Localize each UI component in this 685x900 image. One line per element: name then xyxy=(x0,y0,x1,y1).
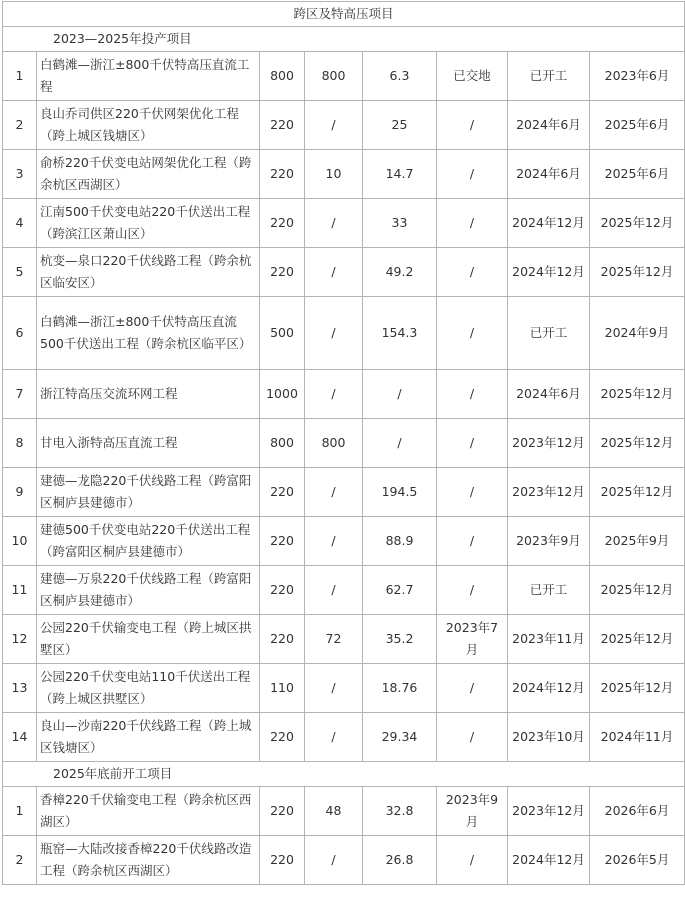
land-status: / xyxy=(437,370,508,419)
voltage-level: 220 xyxy=(260,468,305,517)
transformer-capacity: / xyxy=(305,199,363,248)
section-heading-row xyxy=(3,27,685,52)
line-length: 62.7 xyxy=(363,566,437,615)
transformer-capacity: 10 xyxy=(305,150,363,199)
transformer-capacity: 800 xyxy=(305,419,363,468)
project-name: 良山—沙南220千伏线路工程（跨上城区钱塘区） xyxy=(37,713,260,762)
project-name: 建德500千伏变电站220千伏送出工程（跨富阳区桐庐县建德市） xyxy=(37,517,260,566)
line-length: 14.7 xyxy=(363,150,437,199)
start-date: 2024年12月 xyxy=(508,664,590,713)
land-status: 2023年9月 xyxy=(437,787,508,836)
table-row xyxy=(3,419,685,468)
start-date: 2023年9月 xyxy=(508,517,590,566)
transformer-capacity: / xyxy=(305,101,363,150)
table-row xyxy=(3,52,685,101)
line-length: 33 xyxy=(363,199,437,248)
transformer-capacity: / xyxy=(305,248,363,297)
line-length: 6.3 xyxy=(363,52,437,101)
table-row xyxy=(3,150,685,199)
voltage-level: 220 xyxy=(260,713,305,762)
line-length: 154.3 xyxy=(363,297,437,370)
project-name: 建德—龙隐220千伏线路工程（跨富阳区桐庐县建德市） xyxy=(37,468,260,517)
project-name: 江南500千伏变电站220千伏送出工程（跨滨江区萧山区） xyxy=(37,199,260,248)
voltage-level: 110 xyxy=(260,664,305,713)
production-date: 2025年12月 xyxy=(590,664,685,713)
land-status: / xyxy=(437,468,508,517)
start-date: 2024年12月 xyxy=(508,199,590,248)
voltage-level: 220 xyxy=(260,615,305,664)
land-status: 2023年7月 xyxy=(437,615,508,664)
land-status: / xyxy=(437,101,508,150)
table-row xyxy=(3,787,685,836)
row-number: 14 xyxy=(3,713,37,762)
production-date: 2023年6月 xyxy=(590,52,685,101)
row-number: 1 xyxy=(3,787,37,836)
line-length: 194.5 xyxy=(363,468,437,517)
line-length: 49.2 xyxy=(363,248,437,297)
table-row xyxy=(3,713,685,762)
project-name: 良山乔司供区220千伏网架优化工程（跨上城区钱塘区） xyxy=(37,101,260,150)
row-number: 8 xyxy=(3,419,37,468)
transformer-capacity: / xyxy=(305,517,363,566)
production-date: 2025年12月 xyxy=(590,248,685,297)
transformer-capacity: 48 xyxy=(305,787,363,836)
row-number: 2 xyxy=(3,836,37,885)
land-status: / xyxy=(437,566,508,615)
transformer-capacity: / xyxy=(305,370,363,419)
production-date: 2025年12月 xyxy=(590,615,685,664)
voltage-level: 220 xyxy=(260,566,305,615)
start-date: 已开工 xyxy=(508,297,590,370)
land-status: 已交地 xyxy=(437,52,508,101)
voltage-level: 800 xyxy=(260,52,305,101)
production-date: 2024年9月 xyxy=(590,297,685,370)
table-row xyxy=(3,615,685,664)
line-length: / xyxy=(363,419,437,468)
line-length: 29.34 xyxy=(363,713,437,762)
start-date: 2023年12月 xyxy=(508,468,590,517)
production-date: 2025年12月 xyxy=(590,199,685,248)
land-status: / xyxy=(437,199,508,248)
line-length: 35.2 xyxy=(363,615,437,664)
project-name: 公园220千伏变电站110千伏送出工程（跨上城区拱墅区） xyxy=(37,664,260,713)
table-row xyxy=(3,468,685,517)
voltage-level: 220 xyxy=(260,836,305,885)
table-row xyxy=(3,199,685,248)
line-length: 18.76 xyxy=(363,664,437,713)
row-number: 1 xyxy=(3,52,37,101)
line-length: / xyxy=(363,370,437,419)
project-name: 白鹤滩—浙江±800千伏特高压直流工程 xyxy=(37,52,260,101)
row-number: 13 xyxy=(3,664,37,713)
table-row xyxy=(3,566,685,615)
row-number: 10 xyxy=(3,517,37,566)
projects-table xyxy=(2,1,685,885)
start-date: 2024年6月 xyxy=(508,150,590,199)
section-heading-row xyxy=(3,762,685,787)
start-date: 2023年11月 xyxy=(508,615,590,664)
voltage-level: 220 xyxy=(260,199,305,248)
row-number: 4 xyxy=(3,199,37,248)
row-number: 11 xyxy=(3,566,37,615)
start-date: 2024年12月 xyxy=(508,248,590,297)
line-length: 32.8 xyxy=(363,787,437,836)
row-number: 3 xyxy=(3,150,37,199)
transformer-capacity: / xyxy=(305,468,363,517)
land-status: / xyxy=(437,713,508,762)
start-date: 2023年10月 xyxy=(508,713,590,762)
production-date: 2026年6月 xyxy=(590,787,685,836)
voltage-level: 800 xyxy=(260,419,305,468)
project-name: 瓶窑—大陆改接香樟220千伏线路改造工程（跨余杭区西湖区） xyxy=(37,836,260,885)
project-name: 俞桥220千伏变电站网架优化工程（跨余杭区西湖区） xyxy=(37,150,260,199)
project-name: 建德—万泉220千伏线路工程（跨富阳区桐庐县建德市） xyxy=(37,566,260,615)
table-title-row xyxy=(3,2,685,27)
transformer-capacity: / xyxy=(305,297,363,370)
start-date: 2023年12月 xyxy=(508,787,590,836)
land-status: / xyxy=(437,419,508,468)
line-length: 26.8 xyxy=(363,836,437,885)
transformer-capacity: / xyxy=(305,664,363,713)
line-length: 25 xyxy=(363,101,437,150)
land-status: / xyxy=(437,297,508,370)
table-row xyxy=(3,297,685,370)
project-name: 浙江特高压交流环网工程 xyxy=(37,370,260,419)
production-date: 2025年12月 xyxy=(590,468,685,517)
land-status: / xyxy=(437,150,508,199)
table-row xyxy=(3,248,685,297)
land-status: / xyxy=(437,664,508,713)
transformer-capacity: / xyxy=(305,836,363,885)
start-date: 已开工 xyxy=(508,52,590,101)
transformer-capacity: / xyxy=(305,713,363,762)
start-date: 已开工 xyxy=(508,566,590,615)
voltage-level: 220 xyxy=(260,517,305,566)
transformer-capacity: / xyxy=(305,566,363,615)
voltage-level: 500 xyxy=(260,297,305,370)
voltage-level: 220 xyxy=(260,248,305,297)
transformer-capacity: 800 xyxy=(305,52,363,101)
project-name: 杭变—泉口220千伏线路工程（跨余杭区临安区） xyxy=(37,248,260,297)
transformer-capacity: 72 xyxy=(305,615,363,664)
row-number: 5 xyxy=(3,248,37,297)
land-status: / xyxy=(437,248,508,297)
table-row xyxy=(3,836,685,885)
voltage-level: 220 xyxy=(260,150,305,199)
row-number: 6 xyxy=(3,297,37,370)
production-date: 2026年5月 xyxy=(590,836,685,885)
start-date: 2023年12月 xyxy=(508,419,590,468)
production-date: 2025年12月 xyxy=(590,419,685,468)
row-number: 7 xyxy=(3,370,37,419)
production-date: 2024年11月 xyxy=(590,713,685,762)
start-date: 2024年12月 xyxy=(508,836,590,885)
project-name: 香樟220千伏输变电工程（跨余杭区西湖区） xyxy=(37,787,260,836)
production-date: 2025年12月 xyxy=(590,370,685,419)
land-status: / xyxy=(437,517,508,566)
table-row xyxy=(3,664,685,713)
production-date: 2025年6月 xyxy=(590,101,685,150)
voltage-level: 1000 xyxy=(260,370,305,419)
row-number: 2 xyxy=(3,101,37,150)
land-status: / xyxy=(437,836,508,885)
row-number: 9 xyxy=(3,468,37,517)
table-body xyxy=(3,2,685,885)
table-row xyxy=(3,101,685,150)
project-name: 公园220千伏输变电工程（跨上城区拱墅区） xyxy=(37,615,260,664)
section-heading: 2025年底前开工项目 xyxy=(3,762,685,787)
table-row xyxy=(3,517,685,566)
project-name: 甘电入浙特高压直流工程 xyxy=(37,419,260,468)
project-name: 白鹤滩—浙江±800千伏特高压直流500千伏送出工程（跨余杭区临平区） xyxy=(37,297,260,370)
production-date: 2025年9月 xyxy=(590,517,685,566)
table-title: 跨区及特高压项目 xyxy=(3,2,685,27)
voltage-level: 220 xyxy=(260,787,305,836)
start-date: 2024年6月 xyxy=(508,370,590,419)
section-heading: 2023—2025年投产项目 xyxy=(3,27,685,52)
line-length: 88.9 xyxy=(363,517,437,566)
row-number: 12 xyxy=(3,615,37,664)
voltage-level: 220 xyxy=(260,101,305,150)
start-date: 2024年6月 xyxy=(508,101,590,150)
table-row xyxy=(3,370,685,419)
production-date: 2025年12月 xyxy=(590,566,685,615)
production-date: 2025年6月 xyxy=(590,150,685,199)
